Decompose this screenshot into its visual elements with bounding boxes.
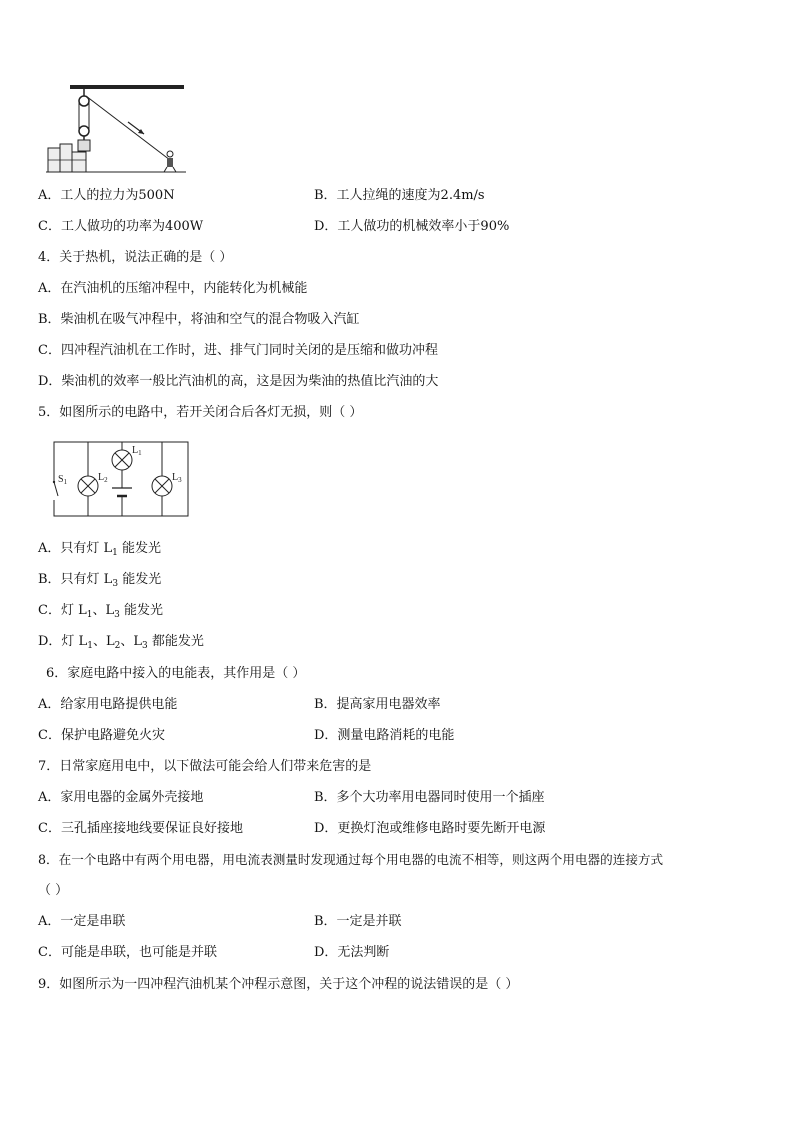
q4-option-c: C．四冲程汽油机在工作时，进、排气门同时关闭的是压缩和做功冲程 [38, 343, 438, 358]
q7-option-d: D．更换灯泡或维修电路时要先断开电源 [314, 821, 546, 836]
q9-stem: 9．如图所示为一四冲程汽油机某个冲程示意图，关于这个冲程的说法错误的是（ ） [38, 977, 519, 992]
q6-option-c: C．保护电路避免火灾 [38, 728, 165, 743]
q3-option-b: B．工人拉绳的速度为2.4m/s [314, 188, 485, 203]
q4-option-d: D．柴油机的效率一般比汽油机的高，这是因为柴油的热值比汽油的大 [38, 374, 439, 389]
circuit-figure [52, 440, 192, 520]
q3-option-d: D．工人做功的机械效率小于90% [314, 219, 510, 234]
q6-option-a: A．给家用电路提供电能 [38, 697, 178, 712]
q3-option-a: A．工人的拉力为500N [38, 188, 175, 203]
q8-stem: 8．在一个电路中有两个用电器，用电流表测量时发现通过每个用电器的电流不相等，则这两个用电器的连接方式 [38, 852, 664, 867]
q4-stem: 4．关于热机，说法正确的是（ ） [38, 250, 233, 265]
q7-stem: 7．日常家庭用电中，以下做法可能会给人们带来危害的是 [38, 759, 372, 774]
q7-option-a: A．家用电器的金属外壳接地 [38, 790, 204, 805]
q5-stem: 5．如图所示的电路中，若开关闭合后各灯无损，则（ ） [38, 405, 363, 420]
circuit-label-s1: $S_1$ [58, 474, 68, 486]
q6-stem: 6．家庭电路中接入的电能表，其作用是（ ） [46, 666, 306, 681]
q6-option-d: D．测量电路消耗的电能 [314, 728, 455, 743]
q7-option-b: B．多个大功率用电器同时使用一个插座 [314, 790, 545, 805]
q3-option-c: C．工人做功的功率为400W [38, 219, 204, 234]
circuit-label-l2: $L_2$ [98, 472, 108, 484]
q8-option-b: B．一定是并联 [314, 914, 402, 929]
q5-option-c: C．灯 $L_1$、$L_3$ 能发光 [38, 603, 163, 620]
q8-stem-paren: （ ） [38, 883, 69, 898]
q8-option-d: D．无法判断 [314, 945, 390, 960]
q8-option-c: C．可能是串联，也可能是并联 [38, 945, 217, 960]
q8-option-a: A．一定是串联 [38, 914, 126, 929]
circuit-label-l1: $L_1$ [132, 445, 142, 457]
pulley-figure [46, 82, 186, 174]
circuit-label-l3: $L_3$ [172, 472, 182, 484]
q5-option-b: B．只有灯 $L_3$ 能发光 [38, 572, 162, 589]
q5-option-a: A．只有灯 $L_1$ 能发光 [38, 541, 162, 558]
q6-option-b: B．提高家用电器效率 [314, 697, 441, 712]
q4-option-a: A．在汽油机的压缩冲程中，内能转化为机械能 [38, 281, 308, 296]
q5-option-d: D．灯 $L_1$、$L_2$、$L_3$ 都能发光 [38, 634, 204, 651]
q4-option-b: B．柴油机在吸气冲程中，将油和空气的混合物吸入汽缸 [38, 312, 360, 327]
q7-option-c: C．三孔插座接地线要保证良好接地 [38, 821, 243, 836]
